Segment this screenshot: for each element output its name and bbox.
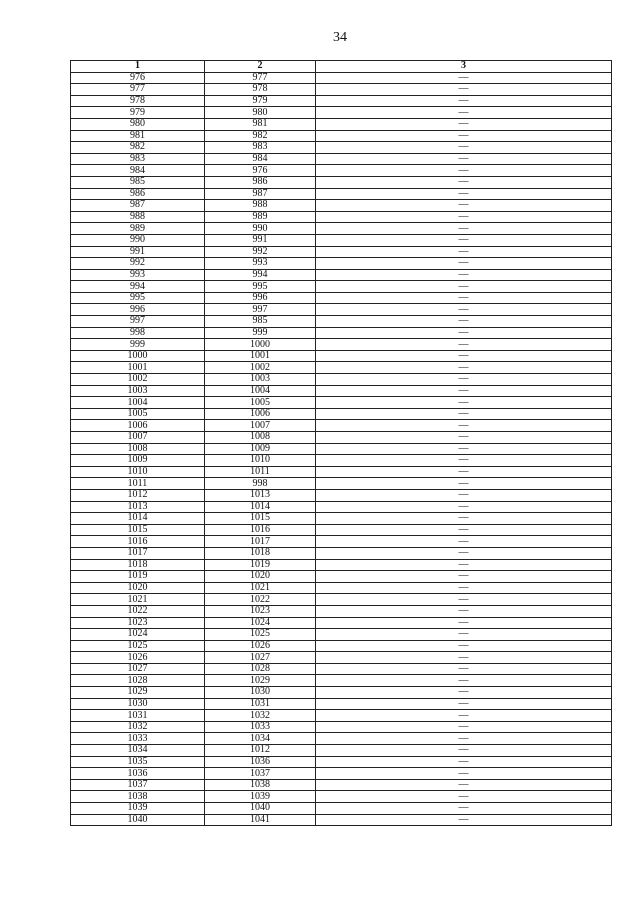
table-cell-col-1: 994	[71, 281, 205, 293]
table-cell-col-2: 999	[205, 327, 316, 339]
table-row	[71, 605, 612, 617]
table-cell-col-1: 1037	[71, 779, 205, 791]
table-row	[71, 536, 612, 548]
table-cell-col-3: —	[316, 176, 612, 188]
table-cell-col-1: 993	[71, 269, 205, 281]
table-cell-col-2: 1007	[205, 420, 316, 432]
table-cell-col-1: 1011	[71, 478, 205, 490]
table-cell-col-2: 980	[205, 107, 316, 119]
table-cell-col-3: —	[316, 605, 612, 617]
table-row	[71, 269, 612, 281]
table-row	[71, 234, 612, 246]
table-cell-col-1: 982	[71, 142, 205, 154]
table-cell-col-2: 1020	[205, 571, 316, 583]
table-cell-col-3: —	[316, 640, 612, 652]
table-row	[71, 292, 612, 304]
table-cell-col-1: 1003	[71, 385, 205, 397]
table-cell-col-2: 990	[205, 223, 316, 235]
table-cell-col-1: 978	[71, 95, 205, 107]
data-table	[70, 60, 612, 826]
table-cell-col-1: 1026	[71, 652, 205, 664]
table-cell-col-1: 1001	[71, 362, 205, 374]
table-cell-col-2: 986	[205, 176, 316, 188]
table-row	[71, 223, 612, 235]
table-row	[71, 176, 612, 188]
header-row	[71, 61, 612, 73]
table-cell-col-2: 998	[205, 478, 316, 490]
table-cell-col-2: 978	[205, 84, 316, 96]
table-cell-col-2: 1011	[205, 466, 316, 478]
table-row	[71, 513, 612, 525]
table-row	[71, 524, 612, 536]
table-cell-col-3: —	[316, 84, 612, 96]
table-cell-col-3: —	[316, 791, 612, 803]
table-cell-col-3: —	[316, 814, 612, 826]
table-cell-col-1: 999	[71, 339, 205, 351]
table-cell-col-2: 1008	[205, 432, 316, 444]
table-row	[71, 142, 612, 154]
table-cell-col-2: 1039	[205, 791, 316, 803]
table-cell-col-2: 1017	[205, 536, 316, 548]
table-cell-col-1: 977	[71, 84, 205, 96]
table-cell-col-2: 994	[205, 269, 316, 281]
table-cell-col-2: 1036	[205, 756, 316, 768]
table-row	[71, 687, 612, 699]
table-cell-col-3: —	[316, 571, 612, 583]
table-cell-col-3: —	[316, 617, 612, 629]
table-cell-col-1: 1015	[71, 524, 205, 536]
table-row	[71, 559, 612, 571]
table-cell-col-3: —	[316, 258, 612, 270]
table-row	[71, 710, 612, 722]
table-cell-col-1: 992	[71, 258, 205, 270]
table-row	[71, 466, 612, 478]
table-cell-col-1: 983	[71, 153, 205, 165]
table-cell-col-1: 1032	[71, 721, 205, 733]
table-cell-col-2: 981	[205, 118, 316, 130]
table-row	[71, 571, 612, 583]
table-cell-col-1: 1012	[71, 489, 205, 501]
table-cell-col-1: 1034	[71, 745, 205, 757]
table-cell-col-2: 985	[205, 316, 316, 328]
table-cell-col-2: 1000	[205, 339, 316, 351]
table-cell-col-2: 992	[205, 246, 316, 258]
column-header-2: 2	[205, 61, 316, 73]
table-cell-col-2: 1040	[205, 803, 316, 815]
table-cell-col-1: 1010	[71, 466, 205, 478]
table-cell-col-3: —	[316, 710, 612, 722]
table-cell-col-3: —	[316, 524, 612, 536]
table-cell-col-3: —	[316, 547, 612, 559]
table-cell-col-1: 1036	[71, 768, 205, 780]
table-cell-col-2: 1022	[205, 594, 316, 606]
table-cell-col-3: —	[316, 107, 612, 119]
table-cell-col-1: 991	[71, 246, 205, 258]
table-cell-col-3: —	[316, 153, 612, 165]
table-row	[71, 385, 612, 397]
table-cell-col-1: 1019	[71, 571, 205, 583]
table-cell-col-2: 996	[205, 292, 316, 304]
table-cell-col-1: 1013	[71, 501, 205, 513]
table-row	[71, 246, 612, 258]
table-cell-col-2: 983	[205, 142, 316, 154]
table-cell-col-3: —	[316, 663, 612, 675]
table-cell-col-1: 1018	[71, 559, 205, 571]
table-cell-col-1: 1004	[71, 397, 205, 409]
table-row	[71, 698, 612, 710]
table-cell-col-3: —	[316, 188, 612, 200]
table-cell-col-3: —	[316, 118, 612, 130]
table-cell-col-2: 982	[205, 130, 316, 142]
table-cell-col-1: 990	[71, 234, 205, 246]
table-cell-col-1: 1000	[71, 350, 205, 362]
table-row	[71, 779, 612, 791]
table-cell-col-3: —	[316, 374, 612, 386]
table-row	[71, 803, 612, 815]
table-cell-col-2: 1031	[205, 698, 316, 710]
page-number: 34	[333, 30, 347, 45]
table-row	[71, 547, 612, 559]
table-cell-col-2: 1010	[205, 455, 316, 467]
table-cell-col-3: —	[316, 594, 612, 606]
table-cell-col-2: 1024	[205, 617, 316, 629]
table-cell-col-3: —	[316, 223, 612, 235]
table-cell-col-3: —	[316, 420, 612, 432]
table-cell-col-2: 989	[205, 211, 316, 223]
table-cell-col-2: 1021	[205, 582, 316, 594]
table-cell-col-1: 981	[71, 130, 205, 142]
table-row	[71, 443, 612, 455]
table-cell-col-2: 995	[205, 281, 316, 293]
table-cell-col-1: 1007	[71, 432, 205, 444]
table-cell-col-1: 988	[71, 211, 205, 223]
table-cell-col-2: 1037	[205, 768, 316, 780]
table-cell-col-3: —	[316, 142, 612, 154]
table-cell-col-3: —	[316, 316, 612, 328]
table-cell-col-1: 998	[71, 327, 205, 339]
table-cell-col-3: —	[316, 72, 612, 84]
table-cell-col-3: —	[316, 803, 612, 815]
table-cell-col-3: —	[316, 327, 612, 339]
table-cell-col-2: 997	[205, 304, 316, 316]
table-cell-col-1: 1025	[71, 640, 205, 652]
table-cell-col-1: 1024	[71, 629, 205, 641]
table-cell-col-1: 985	[71, 176, 205, 188]
table-cell-col-2: 1016	[205, 524, 316, 536]
table-row	[71, 814, 612, 826]
table-cell-col-1: 1017	[71, 547, 205, 559]
table-cell-col-3: —	[316, 304, 612, 316]
table-row	[71, 188, 612, 200]
table-cell-col-3: —	[316, 339, 612, 351]
table-row	[71, 130, 612, 142]
table-cell-col-2: 1014	[205, 501, 316, 513]
table-row	[71, 339, 612, 351]
table-header	[71, 61, 612, 73]
table-row	[71, 478, 612, 490]
table-cell-col-1: 986	[71, 188, 205, 200]
table-cell-col-3: —	[316, 675, 612, 687]
table-cell-col-1: 1008	[71, 443, 205, 455]
table-row	[71, 84, 612, 96]
table-row	[71, 756, 612, 768]
table-cell-col-1: 984	[71, 165, 205, 177]
table-cell-col-1: 1035	[71, 756, 205, 768]
table-cell-col-1: 1002	[71, 374, 205, 386]
table-row	[71, 95, 612, 107]
table-row	[71, 432, 612, 444]
table-row	[71, 374, 612, 386]
table-cell-col-3: —	[316, 246, 612, 258]
table-cell-col-3: —	[316, 513, 612, 525]
table-cell-col-2: 1032	[205, 710, 316, 722]
table-cell-col-3: —	[316, 629, 612, 641]
table-cell-col-3: —	[316, 582, 612, 594]
table-cell-col-1: 1029	[71, 687, 205, 699]
table-row	[71, 258, 612, 270]
table-cell-col-3: —	[316, 211, 612, 223]
table-row	[71, 107, 612, 119]
table-cell-col-1: 1022	[71, 605, 205, 617]
table-cell-col-2: 1026	[205, 640, 316, 652]
table-cell-col-3: —	[316, 779, 612, 791]
table-row	[71, 617, 612, 629]
table-cell-col-1: 987	[71, 200, 205, 212]
table-cell-col-3: —	[316, 768, 612, 780]
table-cell-col-2: 1033	[205, 721, 316, 733]
column-header-1: 1	[71, 61, 205, 73]
table-row	[71, 200, 612, 212]
table-cell-col-3: —	[316, 721, 612, 733]
table-cell-col-1: 1023	[71, 617, 205, 629]
table-row	[71, 455, 612, 467]
table-cell-col-1: 1030	[71, 698, 205, 710]
table-row	[71, 501, 612, 513]
table-row	[71, 72, 612, 84]
table-cell-col-1: 995	[71, 292, 205, 304]
table-cell-col-3: —	[316, 455, 612, 467]
table-cell-col-2: 1006	[205, 408, 316, 420]
table-cell-col-2: 991	[205, 234, 316, 246]
table-cell-col-2: 977	[205, 72, 316, 84]
table-cell-col-3: —	[316, 95, 612, 107]
table-cell-col-1: 1038	[71, 791, 205, 803]
table-row	[71, 118, 612, 130]
table-cell-col-2: 1009	[205, 443, 316, 455]
table-cell-col-1: 1040	[71, 814, 205, 826]
table-cell-col-2: 1004	[205, 385, 316, 397]
table-cell-col-1: 996	[71, 304, 205, 316]
table-cell-col-2: 1038	[205, 779, 316, 791]
table-row	[71, 489, 612, 501]
table-cell-col-2: 1012	[205, 745, 316, 757]
table-row	[71, 594, 612, 606]
table-row	[71, 791, 612, 803]
table-cell-col-3: —	[316, 165, 612, 177]
table-cell-col-3: —	[316, 745, 612, 757]
table-cell-col-2: 993	[205, 258, 316, 270]
table-cell-col-3: —	[316, 443, 612, 455]
table-cell-col-3: —	[316, 432, 612, 444]
table-row	[71, 629, 612, 641]
table-cell-col-1: 1031	[71, 710, 205, 722]
table-cell-col-2: 1003	[205, 374, 316, 386]
table-cell-col-3: —	[316, 536, 612, 548]
table-row	[71, 745, 612, 757]
table-cell-col-1: 1027	[71, 663, 205, 675]
table-cell-col-3: —	[316, 130, 612, 142]
table-cell-col-2: 1002	[205, 362, 316, 374]
table-body	[71, 72, 612, 826]
table-cell-col-3: —	[316, 385, 612, 397]
table-cell-col-3: —	[316, 478, 612, 490]
table-cell-col-2: 987	[205, 188, 316, 200]
table-cell-col-1: 1033	[71, 733, 205, 745]
table-cell-col-2: 1013	[205, 489, 316, 501]
table-cell-col-3: —	[316, 362, 612, 374]
table-cell-col-2: 1023	[205, 605, 316, 617]
table-cell-col-2: 1028	[205, 663, 316, 675]
table-cell-col-3: —	[316, 397, 612, 409]
table-row	[71, 408, 612, 420]
table-cell-col-3: —	[316, 281, 612, 293]
table-row	[71, 733, 612, 745]
table-cell-col-1: 1016	[71, 536, 205, 548]
table-cell-col-1: 1021	[71, 594, 205, 606]
table-cell-col-1: 1006	[71, 420, 205, 432]
table-row	[71, 640, 612, 652]
table-row	[71, 768, 612, 780]
table-row	[71, 663, 612, 675]
table-row	[71, 675, 612, 687]
table-cell-col-2: 1041	[205, 814, 316, 826]
table-cell-col-2: 976	[205, 165, 316, 177]
table-cell-col-1: 980	[71, 118, 205, 130]
table-cell-col-3: —	[316, 733, 612, 745]
column-header-3: 3	[316, 61, 612, 73]
table-cell-col-2: 984	[205, 153, 316, 165]
table-cell-col-1: 1005	[71, 408, 205, 420]
table-cell-col-1: 979	[71, 107, 205, 119]
table-cell-col-1: 1014	[71, 513, 205, 525]
table-row	[71, 153, 612, 165]
table-row	[71, 362, 612, 374]
table-cell-col-2: 1019	[205, 559, 316, 571]
table-cell-col-2: 1005	[205, 397, 316, 409]
table-cell-col-3: —	[316, 687, 612, 699]
table-cell-col-1: 989	[71, 223, 205, 235]
table-cell-col-3: —	[316, 466, 612, 478]
table-row	[71, 281, 612, 293]
table-cell-col-2: 1034	[205, 733, 316, 745]
table-cell-col-1: 1028	[71, 675, 205, 687]
table-cell-col-1: 1020	[71, 582, 205, 594]
table-cell-col-2: 1015	[205, 513, 316, 525]
table-cell-col-3: —	[316, 559, 612, 571]
table-cell-col-1: 1009	[71, 455, 205, 467]
table-row	[71, 420, 612, 432]
table-cell-col-2: 988	[205, 200, 316, 212]
table-cell-col-1: 997	[71, 316, 205, 328]
table-cell-col-3: —	[316, 292, 612, 304]
table-row	[71, 652, 612, 664]
table-cell-col-3: —	[316, 269, 612, 281]
table-cell-col-3: —	[316, 200, 612, 212]
table-cell-col-3: —	[316, 501, 612, 513]
table-cell-col-3: —	[316, 756, 612, 768]
table-cell-col-3: —	[316, 698, 612, 710]
table-cell-col-3: —	[316, 408, 612, 420]
table-cell-col-3: —	[316, 652, 612, 664]
table-row	[71, 165, 612, 177]
table-row	[71, 721, 612, 733]
table-cell-col-2: 1018	[205, 547, 316, 559]
table-cell-col-2: 1029	[205, 675, 316, 687]
table-cell-col-2: 1030	[205, 687, 316, 699]
table-cell-col-3: —	[316, 489, 612, 501]
table-row	[71, 327, 612, 339]
table-cell-col-2: 1027	[205, 652, 316, 664]
table-row	[71, 304, 612, 316]
table-cell-col-1: 1039	[71, 803, 205, 815]
table-row	[71, 350, 612, 362]
table-row	[71, 211, 612, 223]
table-row	[71, 582, 612, 594]
table-cell-col-2: 1025	[205, 629, 316, 641]
table-cell-col-1: 976	[71, 72, 205, 84]
table-cell-col-3: —	[316, 234, 612, 246]
table-row	[71, 397, 612, 409]
table-row	[71, 316, 612, 328]
table-cell-col-2: 1001	[205, 350, 316, 362]
table-cell-col-2: 979	[205, 95, 316, 107]
table-cell-col-3: —	[316, 350, 612, 362]
